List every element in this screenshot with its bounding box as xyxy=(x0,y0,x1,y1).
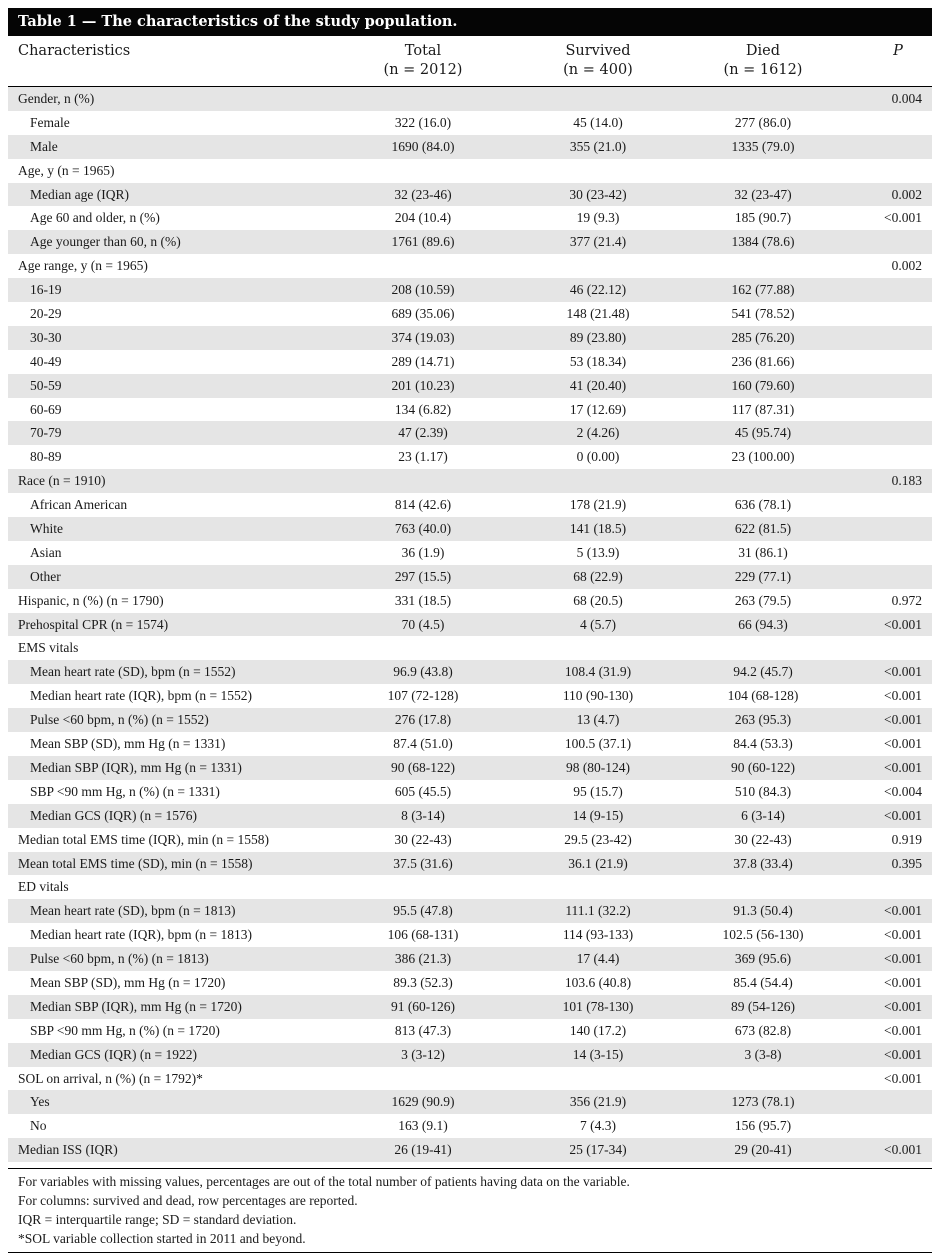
row-total: 91 (60-126) xyxy=(390,998,456,1014)
table-row xyxy=(8,732,932,756)
table-row xyxy=(8,708,932,732)
table-row xyxy=(8,493,932,517)
row-label: Median heart rate (IQR), bpm (n = 1552) xyxy=(30,688,253,704)
row-died: 229 (77.1) xyxy=(734,568,792,584)
row-total: 204 (10.4) xyxy=(394,210,452,226)
table-row xyxy=(8,254,932,278)
row-total: 289 (14.71) xyxy=(391,353,455,369)
row-label: EMS vitals xyxy=(18,640,79,656)
row-label: No xyxy=(30,1118,47,1134)
row-total: 87.4 (51.0) xyxy=(393,736,453,752)
row-survived: 14 (3-15) xyxy=(572,1046,624,1062)
header-died xyxy=(703,42,823,80)
row-died: 23 (100.00) xyxy=(731,449,795,465)
footnote: For variables with missing values, percentages are out of the total number of patients having data on the variable. xyxy=(18,1174,630,1189)
row-survived: 25 (17-34) xyxy=(569,1142,627,1158)
row-p-value: <0.001 xyxy=(884,927,922,943)
table-row xyxy=(8,636,932,660)
row-survived: 53 (18.34) xyxy=(569,353,627,369)
row-survived: 29.5 (23-42) xyxy=(564,831,632,847)
header-characteristics: Characteristics xyxy=(18,43,131,59)
table-row xyxy=(8,660,932,684)
header-total-n: (n = 2012) xyxy=(383,62,463,78)
row-label: Age younger than 60, n (%) xyxy=(30,234,181,250)
row-label: Age 60 and older, n (%) xyxy=(30,210,160,226)
row-label: Median ISS (IQR) xyxy=(18,1142,118,1158)
header-total-label: Total xyxy=(404,43,442,59)
row-label: African American xyxy=(30,497,128,513)
row-died: 6 (3-14) xyxy=(741,807,785,823)
row-label: Age, y (n = 1965) xyxy=(18,162,115,178)
row-survived: 111.1 (32.2) xyxy=(565,903,631,919)
row-survived: 4 (5.7) xyxy=(580,616,616,632)
table-row xyxy=(8,445,932,469)
row-died: 636 (78.1) xyxy=(734,497,792,513)
row-label: SBP <90 mm Hg, n (%) (n = 1331) xyxy=(30,783,220,799)
row-survived: 13 (4.7) xyxy=(576,712,620,728)
header-survived-label: Survived xyxy=(565,43,631,59)
row-died: 285 (76.20) xyxy=(731,329,795,345)
row-p-value: <0.001 xyxy=(884,736,922,752)
row-total: 208 (10.59) xyxy=(391,282,455,298)
row-total: 23 (1.17) xyxy=(398,449,448,465)
row-survived: 110 (90-130) xyxy=(562,688,634,704)
table-row xyxy=(8,206,932,230)
row-survived: 5 (13.9) xyxy=(576,544,620,560)
row-label: Median total EMS time (IQR), min (n = 1558) xyxy=(18,831,269,847)
row-died: 1335 (79.0) xyxy=(731,138,795,154)
row-died: 160 (79.60) xyxy=(731,377,795,393)
row-survived: 2 (4.26) xyxy=(576,425,620,441)
row-total: 276 (17.8) xyxy=(394,712,452,728)
row-total: 36 (1.9) xyxy=(401,544,445,560)
table-body xyxy=(8,87,932,1162)
row-survived: 7 (4.3) xyxy=(580,1118,616,1134)
row-total: 201 (10.23) xyxy=(391,377,455,393)
row-died: 117 (87.31) xyxy=(731,401,795,417)
row-survived: 101 (78-130) xyxy=(562,998,634,1014)
table-footnotes xyxy=(18,1172,928,1248)
row-survived: 0 (0.00) xyxy=(576,449,620,465)
row-died: 89 (54-126) xyxy=(730,998,796,1014)
row-label: Pulse <60 bpm, n (%) (n = 1813) xyxy=(30,951,209,967)
row-total: 8 (3-14) xyxy=(401,807,445,823)
table-row xyxy=(8,565,932,589)
row-survived: 103.6 (40.8) xyxy=(564,974,632,990)
row-label: 60-69 xyxy=(30,401,62,417)
table-row xyxy=(8,875,932,899)
header-survived-n: (n = 400) xyxy=(563,62,633,78)
row-label: Age range, y (n = 1965) xyxy=(18,258,148,274)
row-label: Mean total EMS time (SD), min (n = 1558) xyxy=(18,855,253,871)
table-row xyxy=(8,87,932,111)
row-total: 47 (2.39) xyxy=(398,425,448,441)
table-row xyxy=(8,971,932,995)
row-label: 80-89 xyxy=(30,449,62,465)
row-label: 30-30 xyxy=(30,329,62,345)
row-label: Median SBP (IQR), mm Hg (n = 1720) xyxy=(30,998,242,1014)
row-died: 156 (95.7) xyxy=(734,1118,792,1134)
row-died: 31 (86.1) xyxy=(738,544,788,560)
row-label: Mean heart rate (SD), bpm (n = 1552) xyxy=(30,664,236,680)
row-survived: 95 (15.7) xyxy=(573,783,623,799)
row-total: 386 (21.3) xyxy=(394,951,452,967)
table-row xyxy=(8,828,932,852)
row-died: 84.4 (53.3) xyxy=(733,736,793,752)
row-label: White xyxy=(30,521,63,537)
row-survived: 377 (21.4) xyxy=(569,234,627,250)
row-label: Median SBP (IQR), mm Hg (n = 1331) xyxy=(30,759,242,775)
row-survived: 108.4 (31.9) xyxy=(564,664,632,680)
row-label: Race (n = 1910) xyxy=(18,473,106,489)
row-died: 45 (95.74) xyxy=(734,425,792,441)
row-total: 163 (9.1) xyxy=(398,1118,448,1134)
table-row xyxy=(8,923,932,947)
row-total: 30 (22-43) xyxy=(394,831,452,847)
row-total: 107 (72-128) xyxy=(387,688,459,704)
row-p-value: <0.001 xyxy=(884,998,922,1014)
row-died: 185 (90.7) xyxy=(734,210,792,226)
row-total: 689 (35.06) xyxy=(391,306,455,322)
table-bottom-rule xyxy=(8,1168,932,1169)
row-total: 322 (16.0) xyxy=(394,114,452,130)
table-row xyxy=(8,517,932,541)
header-total xyxy=(368,42,478,80)
table-row xyxy=(8,589,932,613)
row-survived: 100.5 (37.1) xyxy=(564,736,632,752)
row-died: 1384 (78.6) xyxy=(731,234,795,250)
row-survived: 14 (9-15) xyxy=(572,807,624,823)
row-survived: 45 (14.0) xyxy=(573,114,623,130)
row-died: 1273 (78.1) xyxy=(731,1094,795,1110)
row-p-value: <0.004 xyxy=(884,783,922,799)
table-row xyxy=(8,613,932,637)
row-died: 263 (79.5) xyxy=(734,592,792,608)
table-row xyxy=(8,1114,932,1138)
row-p-value: 0.183 xyxy=(891,473,922,489)
header-p: P xyxy=(893,43,903,59)
page-end-rule xyxy=(8,1252,932,1253)
row-label: Hispanic, n (%) (n = 1790) xyxy=(18,592,164,608)
row-died: 263 (95.3) xyxy=(734,712,792,728)
row-died: 37.8 (33.4) xyxy=(733,855,793,871)
row-label: SOL on arrival, n (%) (n = 1792)* xyxy=(18,1070,203,1086)
row-died: 236 (81.66) xyxy=(731,353,795,369)
row-p-value: <0.001 xyxy=(884,974,922,990)
table-row xyxy=(8,899,932,923)
row-p-value: 0.002 xyxy=(891,186,922,202)
row-total: 70 (4.5) xyxy=(401,616,445,632)
row-label: Mean SBP (SD), mm Hg (n = 1720) xyxy=(30,974,226,990)
row-survived: 148 (21.48) xyxy=(566,306,630,322)
table-row xyxy=(8,780,932,804)
row-label: Median age (IQR) xyxy=(30,186,129,202)
row-survived: 89 (23.80) xyxy=(569,329,627,345)
row-p-value: <0.001 xyxy=(884,1046,922,1062)
row-total: 813 (47.3) xyxy=(394,1022,452,1038)
row-p-value: 0.919 xyxy=(891,831,922,847)
row-died: 162 (77.88) xyxy=(731,282,795,298)
row-label: ED vitals xyxy=(18,879,69,895)
row-survived: 30 (23-42) xyxy=(569,186,627,202)
row-label: Median heart rate (IQR), bpm (n = 1813) xyxy=(30,927,253,943)
row-total: 26 (19-41) xyxy=(394,1142,452,1158)
row-total: 96.9 (43.8) xyxy=(393,664,453,680)
row-p-value: <0.001 xyxy=(884,951,922,967)
row-label: Gender, n (%) xyxy=(18,91,95,106)
row-label: SBP <90 mm Hg, n (%) (n = 1720) xyxy=(30,1022,220,1038)
table-row xyxy=(8,684,932,708)
row-label: Asian xyxy=(30,544,62,560)
row-total: 32 (23-46) xyxy=(394,186,452,202)
row-died: 30 (22-43) xyxy=(734,831,792,847)
row-p-value: <0.001 xyxy=(884,1070,922,1086)
row-died: 91.3 (50.4) xyxy=(733,903,793,919)
row-total: 95.5 (47.8) xyxy=(393,903,453,919)
row-p-value: <0.001 xyxy=(884,664,922,680)
row-label: 50-59 xyxy=(30,377,62,393)
row-p-value: <0.001 xyxy=(884,759,922,775)
row-survived: 36.1 (21.9) xyxy=(568,855,628,871)
table-row xyxy=(8,350,932,374)
row-survived: 68 (20.5) xyxy=(573,592,623,608)
row-survived: 356 (21.9) xyxy=(569,1094,627,1110)
row-total: 134 (6.82) xyxy=(394,401,452,417)
row-total: 763 (40.0) xyxy=(394,521,452,537)
row-died: 673 (82.8) xyxy=(734,1022,792,1038)
row-total: 605 (45.5) xyxy=(394,783,452,799)
row-p-value: <0.001 xyxy=(884,688,922,704)
table-row xyxy=(8,1090,932,1114)
row-p-value: <0.001 xyxy=(884,1022,922,1038)
row-total: 1690 (84.0) xyxy=(391,138,455,154)
row-died: 277 (86.0) xyxy=(734,114,792,130)
table-row xyxy=(8,278,932,302)
row-died: 369 (95.6) xyxy=(734,951,792,967)
row-died: 29 (20-41) xyxy=(734,1142,792,1158)
table-row xyxy=(8,469,932,493)
row-total: 1629 (90.9) xyxy=(391,1094,455,1110)
row-label: Median GCS (IQR) (n = 1922) xyxy=(30,1046,197,1062)
row-label: 70-79 xyxy=(30,425,62,441)
row-died: 66 (94.3) xyxy=(738,616,788,632)
footnote: *SOL variable collection started in 2011 and beyond. xyxy=(18,1231,306,1246)
row-total: 374 (19.03) xyxy=(391,329,455,345)
row-label: Other xyxy=(30,568,61,584)
row-died: 104 (68-128) xyxy=(727,688,799,704)
table-row xyxy=(8,852,932,876)
row-label: Mean SBP (SD), mm Hg (n = 1331) xyxy=(30,736,226,752)
row-label: Female xyxy=(30,114,70,130)
table-row xyxy=(8,374,932,398)
row-label: 16-19 xyxy=(30,282,62,298)
table-row xyxy=(8,1138,932,1162)
table-row xyxy=(8,326,932,350)
row-died: 3 (3-8) xyxy=(744,1046,782,1062)
table-row xyxy=(8,111,932,135)
row-p-value: 0.004 xyxy=(891,91,922,106)
row-died: 94.2 (45.7) xyxy=(733,664,793,680)
row-died: 510 (84.3) xyxy=(734,783,792,799)
header-died-n: (n = 1612) xyxy=(723,62,803,78)
row-total: 331 (18.5) xyxy=(394,592,452,608)
row-p-value: <0.001 xyxy=(884,210,922,226)
row-survived: 17 (4.4) xyxy=(576,951,620,967)
row-label: Male xyxy=(30,138,58,154)
table-row xyxy=(8,421,932,445)
row-total: 3 (3-12) xyxy=(401,1046,445,1062)
footnote: For columns: survived and dead, row percentages are reported. xyxy=(18,1193,358,1208)
row-total: 89.3 (52.3) xyxy=(393,974,453,990)
row-total: 106 (68-131) xyxy=(387,927,459,943)
table-row xyxy=(8,1067,932,1091)
row-p-value: <0.001 xyxy=(884,1142,922,1158)
table-row xyxy=(8,398,932,422)
row-label: Pulse <60 bpm, n (%) (n = 1552) xyxy=(30,712,209,728)
table-row xyxy=(8,230,932,254)
row-died: 85.4 (54.4) xyxy=(733,974,793,990)
table-row xyxy=(8,183,932,207)
row-survived: 19 (9.3) xyxy=(576,210,620,226)
row-survived: 17 (12.69) xyxy=(569,401,627,417)
table-row xyxy=(8,756,932,780)
table-header xyxy=(8,36,932,87)
footnote: IQR = interquartile range; SD = standard deviation. xyxy=(18,1212,297,1227)
table-row xyxy=(8,159,932,183)
row-total: 90 (68-122) xyxy=(390,759,456,775)
table-row xyxy=(8,947,932,971)
row-died: 541 (78.52) xyxy=(731,306,795,322)
row-total: 1761 (89.6) xyxy=(391,234,455,250)
row-label: Yes xyxy=(30,1094,50,1110)
header-died-label: Died xyxy=(745,43,781,59)
row-survived: 140 (17.2) xyxy=(569,1022,627,1038)
row-died: 90 (60-122) xyxy=(730,759,796,775)
row-label: 40-49 xyxy=(30,353,62,369)
row-label: Prehospital CPR (n = 1574) xyxy=(18,616,169,632)
row-p-value: <0.001 xyxy=(884,903,922,919)
row-died: 102.5 (56-130) xyxy=(722,927,804,943)
row-p-value: <0.001 xyxy=(884,712,922,728)
table-row xyxy=(8,1043,932,1067)
row-p-value: <0.001 xyxy=(884,807,922,823)
row-survived: 178 (21.9) xyxy=(569,497,627,513)
row-p-value: 0.395 xyxy=(891,855,922,871)
row-total: 814 (42.6) xyxy=(394,497,452,513)
row-survived: 355 (21.0) xyxy=(569,138,627,154)
row-label: Median GCS (IQR) (n = 1576) xyxy=(30,807,197,823)
table-row xyxy=(8,1019,932,1043)
table-title: Table 1 — The characteristics of the study population. xyxy=(8,8,932,36)
row-died: 32 (23-47) xyxy=(734,186,792,202)
row-survived: 46 (22.12) xyxy=(569,282,627,298)
table-row xyxy=(8,995,932,1019)
row-p-value: 0.972 xyxy=(891,592,922,608)
table-row xyxy=(8,804,932,828)
table-row xyxy=(8,302,932,326)
row-total: 297 (15.5) xyxy=(394,568,452,584)
row-survived: 41 (20.40) xyxy=(569,377,627,393)
row-died: 622 (81.5) xyxy=(734,521,792,537)
row-survived: 141 (18.5) xyxy=(569,521,627,537)
row-total: 37.5 (31.6) xyxy=(393,855,453,871)
row-p-value: 0.002 xyxy=(891,258,922,274)
row-survived: 114 (93-133) xyxy=(562,927,634,943)
table-row xyxy=(8,135,932,159)
row-label: 20-29 xyxy=(30,306,62,322)
row-survived: 98 (80-124) xyxy=(565,759,631,775)
table-row xyxy=(8,541,932,565)
header-survived xyxy=(538,42,658,80)
row-survived: 68 (22.9) xyxy=(573,568,623,584)
row-label: Mean heart rate (SD), bpm (n = 1813) xyxy=(30,903,236,919)
row-p-value: <0.001 xyxy=(884,616,922,632)
